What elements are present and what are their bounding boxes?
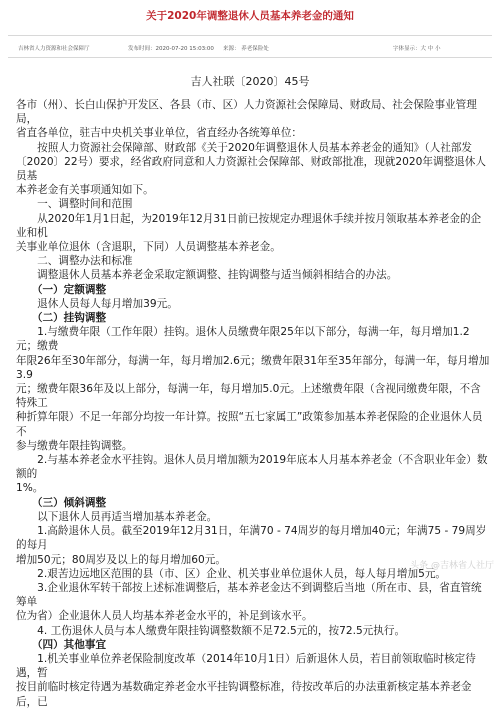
body-line: 4. 工伤退休人员与本人缴费年限挂钩调整数额不足72.5元的，按72.5元执行。 [16,624,406,637]
meta-divider [8,57,492,58]
title-divider [8,35,492,36]
body-line: 1.与缴费年限（工作年限）挂钩。退休人员缴费年限25年以下部分，每满一年，每月增加1.2元；缴费 [16,326,470,353]
document-body [16,98,490,709]
body-line: 参与缴费年限挂钩调整。 [16,439,133,452]
meta-origin: 来源： 养老保险处 [223,46,269,52]
font-size-switch[interactable]: 字体显示：大 中 小 [393,46,441,52]
body-line: 从2020年1月1日起，为2019年12月31日前已按规定办理退休手续并按月领取基本养老金的企业和机 [16,212,482,239]
body-line: 2.与基本养老金水平挂钩。退休人员月增加额为2019年底本人月基本养老金（不含职业年金）数额的 [16,454,488,481]
subsection-heading: （一）定额调整 [16,283,107,296]
body-line: 种折算年限）不足一年部分均按一年计算。按照“五七家属工”政策参加基本养老保险的企业退休人员不 [16,411,483,438]
meta-publish-time: 发布时间：2020-07-20 15:03:00 [128,46,214,52]
body-line: 关事业单位退休（含退职，下同）人员调整基本养老金。 [16,241,281,254]
body-line: 退休人员每人每月增加39元。 [16,297,178,310]
body-line: 1%。 [16,482,44,495]
body-line: 〔2020〕22号）要求，经省政府同意和人力资源社会保障部、财政部批准，现就2020年调整退休人员基 [16,155,486,183]
meta-source: 吉林省人力资源和社会保障厅 [18,46,90,52]
body-line: 1.机关事业单位养老保险制度改革（2014年10月1日）后新退休人员，若目前领取临时核定待遇，暂 [16,652,476,680]
body-line: 元；缴费年限36年及以上部分，每满一年，每月增加5.0元。上述缴费年限（含视同缴费年限，不含特殊工 [16,383,481,410]
body-line: 本养老金有关事项通知如下。 [16,184,154,197]
body-line: 以下退休人员再适当增加基本养老金。 [16,510,218,523]
document-number: 吉人社联〔2020〕45号 [190,75,310,88]
body-line: 各市（州）、长白山保护开发区、各县（市、区）人力资源社会保障局、财政局、社会保险事业管理局， [16,99,477,126]
body-line: 1.高龄退休人员。截至2019年12月31日，年满70 - 74周岁的每月增加40元；年满75 - 79周岁的每月 [16,525,487,552]
section-heading: 一、调整时间和范围 [16,198,133,211]
body-line: 位为省）企业退休人员人均基本养老金水平的，补足到该水平。 [16,610,313,623]
body-line: 3.企业退休军转干部按上述标准调整后，基本养老金达不到调整后当地（所在市、县，省直管统筹单 [16,581,482,609]
body-line: 调整退休人员基本养老金采取定额调整、挂钩调整与适当倾斜相结合的办法。 [16,269,398,282]
body-line: 按目前临时核定待遇为基数确定养老金水平挂钩调整标准，待按改革后的办法重新核定基本养老金后，已 [16,681,472,708]
watermark: 头条 @吉林省人社厅 [410,561,494,571]
body-line: 2.艰苦边远地区范围的县（市、区）企业、机关事业单位退休人员，每人每月增加5元。 [16,567,447,580]
notice-title: 关于2020年调整退休人员基本养老金的通知 [146,10,354,22]
subsection-heading: （三）倾斜调整 [16,496,107,509]
body-line: 按照人力资源社会保障部、财政部《关于2020年调整退休人员基本养老金的通知》（人社部发 [16,141,473,154]
section-heading: 二、调整办法和标准 [16,255,133,268]
body-line: 增加50元；80周岁及以上的每月增加60元。 [16,553,226,566]
subsection-heading: （四）其他事宜 [16,638,107,651]
subsection-heading: （二）挂钩调整 [16,312,107,325]
body-line: 省直各单位，驻吉中央机关事业单位，省直经办各统筹单位： [16,127,303,140]
body-line: 年限26年至30年部分，每满一年，每月增加2.6元；缴费年限31年至35年部分，每满一年，每月增加3.9 [16,354,490,381]
